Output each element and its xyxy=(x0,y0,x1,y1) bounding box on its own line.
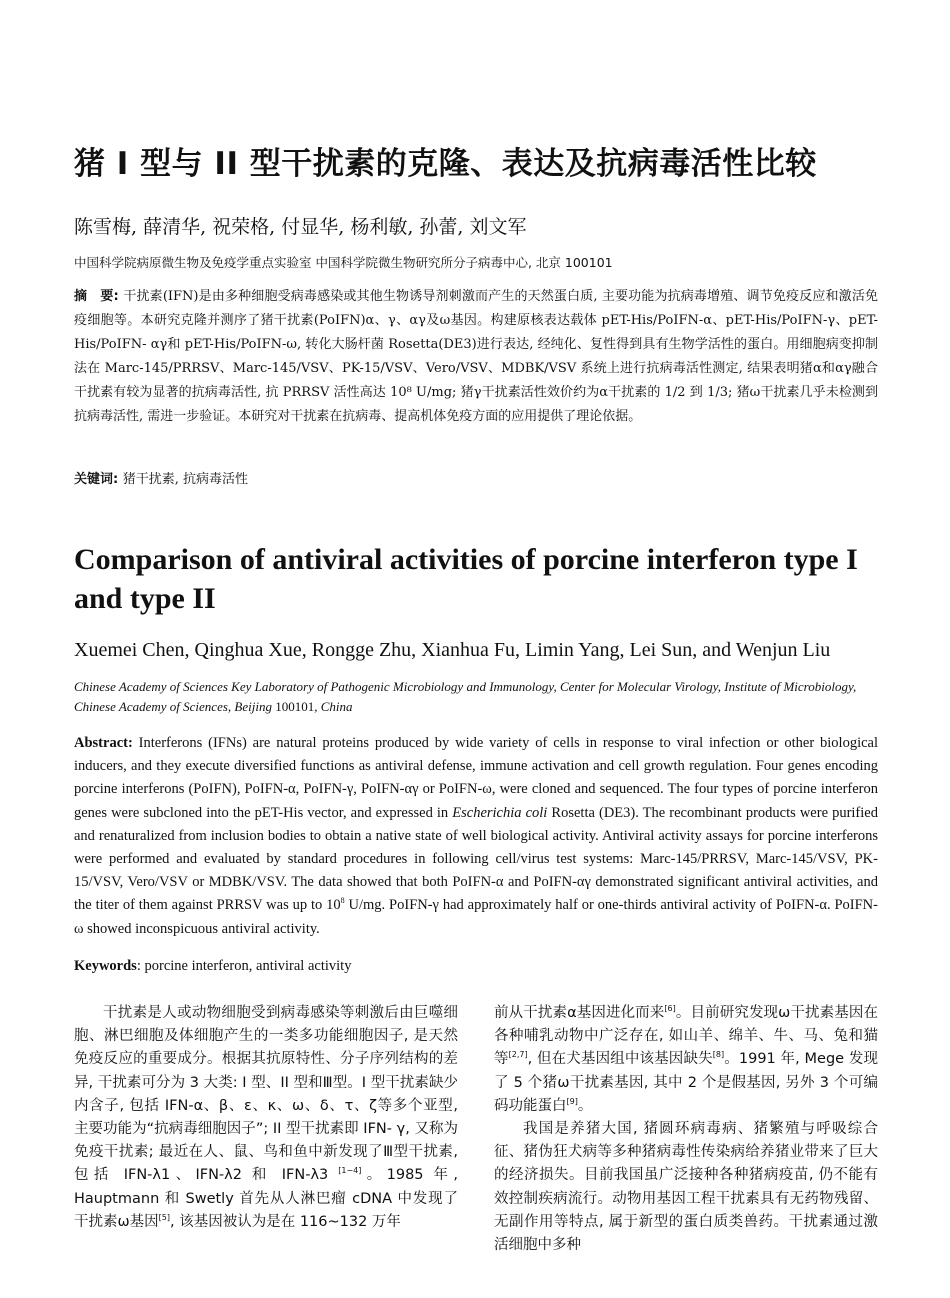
english-keywords-text: : porcine interferon, antiviral activity xyxy=(136,958,352,974)
english-abstract-part-2: Rosetta (DE3). The recombinant products were purified and renaturalized from inclusion bodies to obtain a native state of well biological activity. Antiviral activity assays for porcine interferons were performed and evaluated by standard procedures in following cell/virus test systems: Marc-145/PRRSV, Marc-145/VSV, PK-15/VSV, Vero/VSV or MDBK/VSV. The data showed that both PoIFN-α and PoIFN-αγ demonstrated significant antiviral activities, and the titer of them against PRRSV was up to 10 xyxy=(74,804,878,914)
english-abstract xyxy=(74,732,878,941)
english-affiliation-name: Chinese Academy of Sciences Key Laboratory of Pathogenic Microbiology and Immunology, Center for Molecular Virology, Institute of Microbiology, Chinese Academy of Sciences, Beijing xyxy=(74,679,857,714)
body-text: 干扰素是人或动物细胞受到病毒感染等刺激后由巨噬细胞、淋巴细胞及体细胞产生的一类多功能细胞因子, 是天然免疫反应的重要成分。根据其抗原特性、分子序列结构的差异, 干扰素可分为 3 大类: I 型、II 型和Ⅲ型。I 型干扰素缺少内含子, 包括 IFN-α、β、ε、κ、ω、δ、τ、ζ等多个亚型, 主要功能为“抗病毒细胞因子”; II 型干扰素即 IFN- γ, 又称为免疫干扰素; 最近在人、鼠、鸟和鱼中新发现了Ⅲ型干扰素, 包括 IFN-λ1、IFN-λ2 和 IFN-λ3 xyxy=(74,1005,458,1184)
citation: [5] xyxy=(158,1213,170,1222)
english-keywords-label: Keywords xyxy=(74,958,137,974)
english-affiliation-code: 100101 xyxy=(275,699,315,714)
chinese-abstract-text: 干扰素(IFN)是由多种细胞受病毒感染或其他生物诱导剂刺激而产生的天然蛋白质, 主要功能为抗病毒增殖、调节免疫反应和激活免疫细胞等。本研究克隆并测序了猪干扰素(PoIFN)α、γ、αγ及ω基因。构建原核表达载体 pET-His/PoIFN-α、pET-His/PoIFN-γ、pET-His/PoIFN- αγ和 pET-His/PoIFN-ω, 转化大肠杆菌 Rosetta(DE3)进行表达, 经纯化、复性得到具有生物学活性的蛋白。用细胞病变抑制法在 Marc-145/PRRSV、Marc-145/VSV、PK-15/VSV、Vero/VSV、MDBK/VSV 系统上进行抗病毒活性测定, 结果表明猪α和αγ融合干扰素有较为显著的抗病毒活性, 抗 PRRSV 活性高达 10⁸ U/mg; 猪γ干扰素活性效价约为α干扰素的 1/2 到 1/3; 猪ω干扰素几乎未检测到抗病毒活性, 需进一步验证。本研究对干扰素在抗病毒、提高机体免疫方面的应用提供了理论依据。 xyxy=(74,289,878,424)
body-column-left xyxy=(74,1002,458,1234)
chinese-title: 猪 I 型与 II 型干扰素的克隆、表达及抗病毒活性比较 xyxy=(74,146,817,182)
english-title: Comparison of antiviral activities of porcine interferon type I and type II xyxy=(74,543,858,615)
chinese-keywords xyxy=(74,468,248,487)
body-text: 。1991 年, Mege 发现了 5 个猪ω干扰素基因, 其中 2 个是假基因, 另外 3 个可编码功能蛋白 xyxy=(494,1051,879,1114)
chinese-abstract xyxy=(74,285,878,429)
citation: [1−4] xyxy=(338,1166,362,1176)
english-abstract-species: Escherichia coli xyxy=(452,804,548,821)
english-affiliation xyxy=(74,677,878,717)
chinese-abstract-label: 摘 要: xyxy=(74,289,124,304)
citation: [8] xyxy=(712,1050,725,1060)
english-keywords xyxy=(74,958,351,975)
body-text: , 但在犬基因组中该基因缺失 xyxy=(527,1051,713,1068)
citation: [9] xyxy=(566,1096,578,1106)
chinese-keywords-text: 猪干扰素, 抗病毒活性 xyxy=(122,472,248,487)
chinese-authors: 陈雪梅, 薛清华, 祝荣格, 付显华, 杨利敏, 孙蕾, 刘文军 xyxy=(74,216,527,238)
body-text: 。 xyxy=(577,1097,593,1114)
english-authors: Xuemei Chen, Qinghua Xue, Rongge Zhu, Xianhua Fu, Limin Yang, Lei Sun, and Wenjun Liu xyxy=(74,639,831,661)
citation: [6] xyxy=(664,1004,676,1014)
chinese-keywords-label: 关键词: xyxy=(74,472,123,487)
body-text: 。目前研究发现ω干扰素基因在各种哺乳动物中广泛存在, 如山羊、绵羊、牛、马、兔和猫等 xyxy=(494,1005,878,1068)
english-affiliation-country: , China xyxy=(314,699,353,714)
body-column-right xyxy=(494,1002,878,1257)
body-paragraph: 我国是养猪大国, 猪圆环病毒病、猪繁殖与呼吸综合征、猪伪狂犬病等多种猪病毒性传染病给养猪业带来了巨大的经济损失。目前我国虽广泛接种各种猪病疫苗, 仍不能有效控制疾病流行。动物用基因工程干扰素具有无药物残留、无副作用等特点, 属于新型的蛋白质类兽药。干扰素通过激活细胞中多种 xyxy=(494,1121,878,1254)
chinese-affiliation: 中国科学院病原微生物及免疫学重点实验室 中国科学院微生物研究所分子病毒中心, 北京 100101 xyxy=(74,255,613,270)
body-text: 前从干扰素α基因进化而来 xyxy=(494,1005,665,1021)
body-paragraph xyxy=(74,1002,458,1234)
english-abstract-label: Abstract: xyxy=(74,735,133,751)
body-paragraph xyxy=(494,1002,878,1118)
citation: [2,7] xyxy=(508,1050,528,1060)
body-text: 。1985 年, Hauptmann 和 Swetly 首先从人淋巴瘤 cDNA 中发现了干扰素ω基因 xyxy=(74,1167,458,1230)
english-abstract-exponent: 8 xyxy=(340,896,345,906)
english-abstract-part-1: Interferons (IFNs) are natural proteins produced by wide variety of cells in response to viral infection or other biological inducers, and they execute diversified functions as antiviral defense, immune activation and cell growth regulation. Four genes encoding porcine interferons (PoIFN), PoIFN-α, PoIFN-γ, PoIFN-αγ or PoIFN-ω, were cloned and sequenced. The four types of porcine interferon genes were subcloned into the pET-His vector, and expressed in xyxy=(74,735,878,821)
english-abstract-part-3: U/mg. PoIFN-γ had approximately half or one-thirds antiviral activity of PoIFN-α. PoIFN-ω showed inconspicuous antiviral activity. xyxy=(74,897,878,937)
body-text: , 该基因被认为是在 116~132 万年 xyxy=(170,1213,401,1230)
